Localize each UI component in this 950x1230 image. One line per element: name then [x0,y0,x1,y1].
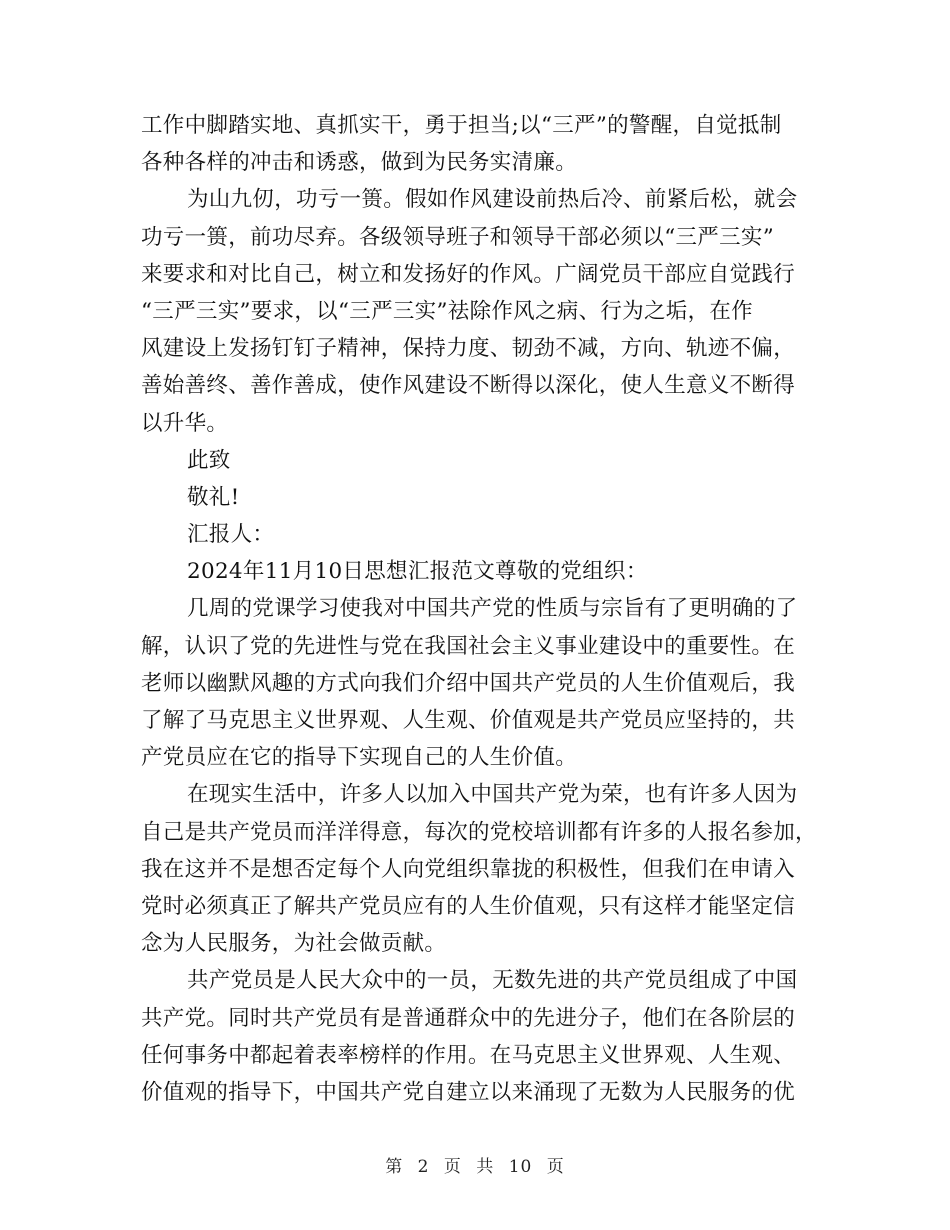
text-line: 工作中脚踏实地、真抓实干，勇于担当;以“三严”的警醒，自觉抵制 [141,113,782,138]
footer-label-di: 第 [385,1157,404,1177]
text-line: 老师以幽默风趣的方式向我们介绍中国共产党员的人生价值观后，我 [141,670,796,696]
text-line: 了解了马克思主义世界观、人生观、价值观是共产党员应坚持的，共 [141,708,796,733]
text-line: 风建设上发扬钉钉子精神，保持力度、韧劲不减，方向、轨迹不偏， [141,336,796,362]
text-line: 产党员应在它的指导下实现自己的人生价值。 [141,745,578,771]
text-line: 以升华。 [141,410,229,436]
text-line: 自己是共产党员而洋洋得意，每次的党校培训都有许多的人报名参加， [141,819,817,845]
text-line: 任何事务中都起着表率榜样的作用。在马克思主义世界观、人生观、 [141,1042,796,1068]
text-line: 念为人民服务，为社会做贡献。 [141,931,447,957]
footer-label-gong: 共 [476,1157,495,1177]
footer-label-ye: 页 [443,1157,462,1177]
text-line: 我在这并不是想否定每个人向党组织靠拢的积极性，但我们在申请入 [141,856,796,882]
document-body [141,107,817,1111]
closing-regards: 敬礼! [187,484,240,510]
closing-salutation: 此致 [187,447,231,473]
footer-current-page: 2 [417,1157,430,1177]
text-line: 党时必须真正了解共产党员应有的人生价值观，只有这样才能坚定信 [141,893,796,919]
text-line: “三严三实”要求，以“三严三实”祛除作风之病、行为之垢，在作 [141,298,753,324]
text-line: 功亏一篑，前功尽弃。各级领导班子和领导干部必须以“三严三实” [141,224,774,250]
text-line: 共产党员是人民大众中的一员，无数先进的共产党员组成了中国 [187,968,798,994]
date-heading-line: 2024年11月10日思想汇报范文尊敬的党组织： [187,559,648,585]
text-line: 解，认识了党的先进性与党在我国社会主义事业建设中的重要性。在 [141,633,796,659]
text-line: 各种各样的冲击和诱惑，做到为民务实清廉。 [141,150,578,176]
footer-total-pages: 10 [508,1157,533,1177]
text-line: 价值观的指导下，中国共产党自建立以来涌现了无数为人民服务的优 [141,1079,796,1105]
footer-label-ye2: 页 [546,1157,565,1177]
page-footer [0,1152,950,1177]
text-line: 共产党。同时共产党员有是普通群众中的先进分子，他们在各阶层的 [141,1005,796,1031]
text-line: 来要求和对比自己，树立和发扬好的作风。广阔党员干部应自觉践行 [141,261,796,287]
text-line: 为山九仞，功亏一篑。假如作风建设前热后冷、前紧后松，就会 [187,187,798,213]
text-line: 善始善终、善作善成，使作风建设不断得以深化，使人生意义不断得 [141,373,796,399]
text-line: 在现实生活中，许多人以加入中国共产党为荣，也有许多人因为 [187,782,798,808]
text-line: 几周的党课学习使我对中国共产党的性质与宗旨有了更明确的了 [187,596,798,622]
reporter-label: 汇报人： [187,522,275,548]
